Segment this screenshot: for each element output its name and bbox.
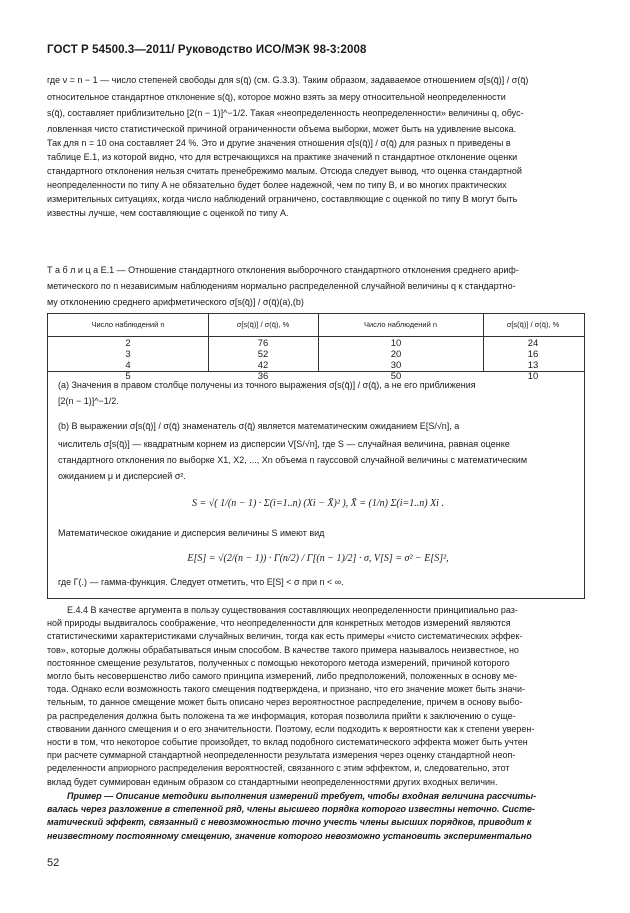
table-cell: 50 [390,371,402,382]
text-line: ловленная чисто статистической причиной ограниченности объема выборки, может быть на удивление высока. [47,123,517,134]
example-paragraph [47,790,585,843]
column-divider [318,314,319,372]
text-line: могло быть несовершенство либо самого принципа измерений, либо предположений, положенных в основу ме- [47,671,518,682]
text-line: при расчете суммарной стандартной неопределенности результата измерения через оценку стандартной неоп- [47,750,516,761]
note-line: где Г(.) — гамма-функция. Следует отметить, что E[S] < σ при n < ∞. [58,576,344,587]
text-line: ределенности априорного распределения вероятностей, связанного с этим эффектом, и, следовательно, этот [47,763,510,774]
section-e44 [47,604,585,789]
text-line: измерительных ситуациях, когда число наблюдений ограничено, составляющие с оценкой по типу В могут быть [47,193,518,204]
note-line: ожиданием μ и дисперсией σ². [58,470,186,481]
table-cell: 4 [125,360,131,371]
caption-line: Т а б л и ц а Е.1 — Отношение стандартного отклонения выборочного стандартного отклонения среднего ариф- [47,265,519,275]
table-cell: 10 [390,338,402,349]
header-cell: Число наблюдений n [363,320,438,329]
text-line: тов», которые должны обрабатываться иным способом. В качестве такого примера называлось неизвестное, но [47,644,519,655]
note-line: [2(n − 1)]^−1/2. [58,395,119,406]
formula-expectation: E[S] = √(2/(n − 1)) · Γ(n/2) / Γ[(n − 1)/2] · σ, V[S] = σ² − E[S]², [187,553,449,564]
table-cell: 20 [390,349,402,360]
column-divider [208,314,209,372]
column-divider [483,314,484,372]
text-line: валась через разложение в степенной ряд, члены высшего порядка которого известны неточно. Систе- [47,804,535,815]
header-cell: σ[s(q̄)] / σ(q̄), % [506,320,560,329]
table-notes [58,378,578,590]
text-line: ра распределения должна быть положена та же информация, которая позволила прийти к заключению о суще- [47,710,516,721]
table-cell: 36 [257,371,269,382]
note-line: (b) В выражении σ[s(q̄)] / σ(q̄) знаменатель σ(q̄) является математическим ожиданием E[S/√n], а [58,421,460,431]
table-cell: 16 [527,349,539,360]
text-line: относительное стандартное отклонение s(q̄), которое можно взять за меру относительной неопределенности [47,91,506,102]
text-line: s(q̄), составляет приблизительно [2(n − 1)]^−1/2. Такая «неопределенность неопределенности» величины q, обус- [47,108,524,119]
text-line: постоянное смещение результатов, полученных с помощью некоторого метода измерений, причиной которого [47,657,510,668]
note-line: (a) Значения в правом столбце получены из точного выражения σ[s(q̄)] / σ(q̄), а не его приближения [58,380,476,390]
text-line: ности в том, что некоторое событие произойдет, то вклад подобного систематического эффекта может быть учтен [47,737,528,748]
caption-line: метического по n независимым наблюдениям нормально распределенной случайной величины q к стандартно- [47,281,516,291]
note-line: стандартного отклонения по выборке X1, X2, ..., Xn объема n гауссовой случайной величины с математическим [58,455,528,465]
text-line: ной природы выдвигалось соображение, что неопределенности для конкретных методов измерений являются [47,618,511,629]
text-line: статистическими характеристиками случайных величин, тогда как есть примеры «чисто систематических эффек- [47,631,523,642]
table-cell: 3 [125,349,131,360]
text-line: ствовании данного смещения и о его значительности. Поэтому, если подходить к вероятности как к степени уверен- [47,723,535,734]
intro-paragraph [47,72,585,220]
text-line: тельным, то данное смещение может быть описано через вероятностное распределение, причем в основу выбо- [47,697,523,708]
page-header: ГОСТ Р 54500.3—2011/ Руководство ИСО/МЭК 98-3:2008 [47,44,367,56]
caption-line: му отклонению среднего арифметического σ[s(q̄)] / σ(q̄)(a),(b) [47,297,304,307]
text-line: известны лучше, чем составляющие с оценкой по типу А. [47,207,289,218]
table-caption [47,262,585,310]
table-cell: 24 [527,338,539,349]
formula-sample-sd: S = √( 1/(n − 1) · Σ(i=1..n) (Xi − X̄)² ), X̄ = (1/n) Σ(i=1..n) Xi . [192,498,444,509]
table-cell: 2 [125,338,131,349]
table-header-row [48,314,584,337]
table-cell: 42 [257,360,269,371]
text-line: таблице Е.1, из которой видно, что для встречающихся на практике значений n стандартное отклонение оценки [47,151,518,162]
table-divider [48,371,584,372]
header-cell: Число наблюдений n [91,320,165,329]
note-line: числитель σ[s(q̄)] — квадратным корнем из дисперсии V[S/√n], где S — случайная величина, равная оценке [58,439,510,449]
text-line: матический эффект, связанный с невозможностью точно учесть члены высших порядков, приводит к [47,817,532,828]
text-line: Так для n = 10 она составляет 24 %. Это и другие значения отношения σ[s(q̄)] / σ(q̄) для разных n приведены в [47,137,511,148]
ratio-table [47,313,585,599]
table-cell: 10 [527,371,539,382]
table-cell: 13 [527,360,539,371]
table-cell: 30 [390,360,402,371]
page-number: 52 [47,857,60,869]
text-line: стандартного отклонения нельзя считать пренебрежимо малым. Отсюда следует вывод, что оценка стандартной [47,165,522,176]
table-cell: 52 [257,349,269,360]
text-line: тода. Однако если возможность такого смещения подтверждена, и признано, что его значение может быть значи- [47,684,526,695]
text-line: Пример — Описание методики выполнения измерений требует, чтобы входная величина рассчиты- [67,791,537,801]
text-line: неопределенности по типу А не обязательно будет более надежной, чем по типу В, и во многих практических [47,179,507,190]
text-line: где ν = n − 1 — число степеней свободы для s(q̄) (см. G.3.3). Таким образом, задаваемое отношением σ[s(q̄)] / σ(q̄) [47,75,529,85]
text-line: Е.4.4 В качестве аргумента в пользу существования составляющих неопределенности принципиально раз- [67,605,518,615]
text-line: неизвестному постоянному смещению, значение которого невозможно установить экспериментально [47,830,532,841]
header-cell: σ[s(q̄)] / σ(q̄), % [236,320,290,329]
note-line: Математическое ожидание и дисперсия величины S имеют вид [58,527,325,538]
text-line: вклад будет суммирован единым образом со стандартными неопределенностями других входных величин. [47,776,498,787]
table-cell: 76 [257,338,269,349]
table-cell: 5 [125,371,131,382]
